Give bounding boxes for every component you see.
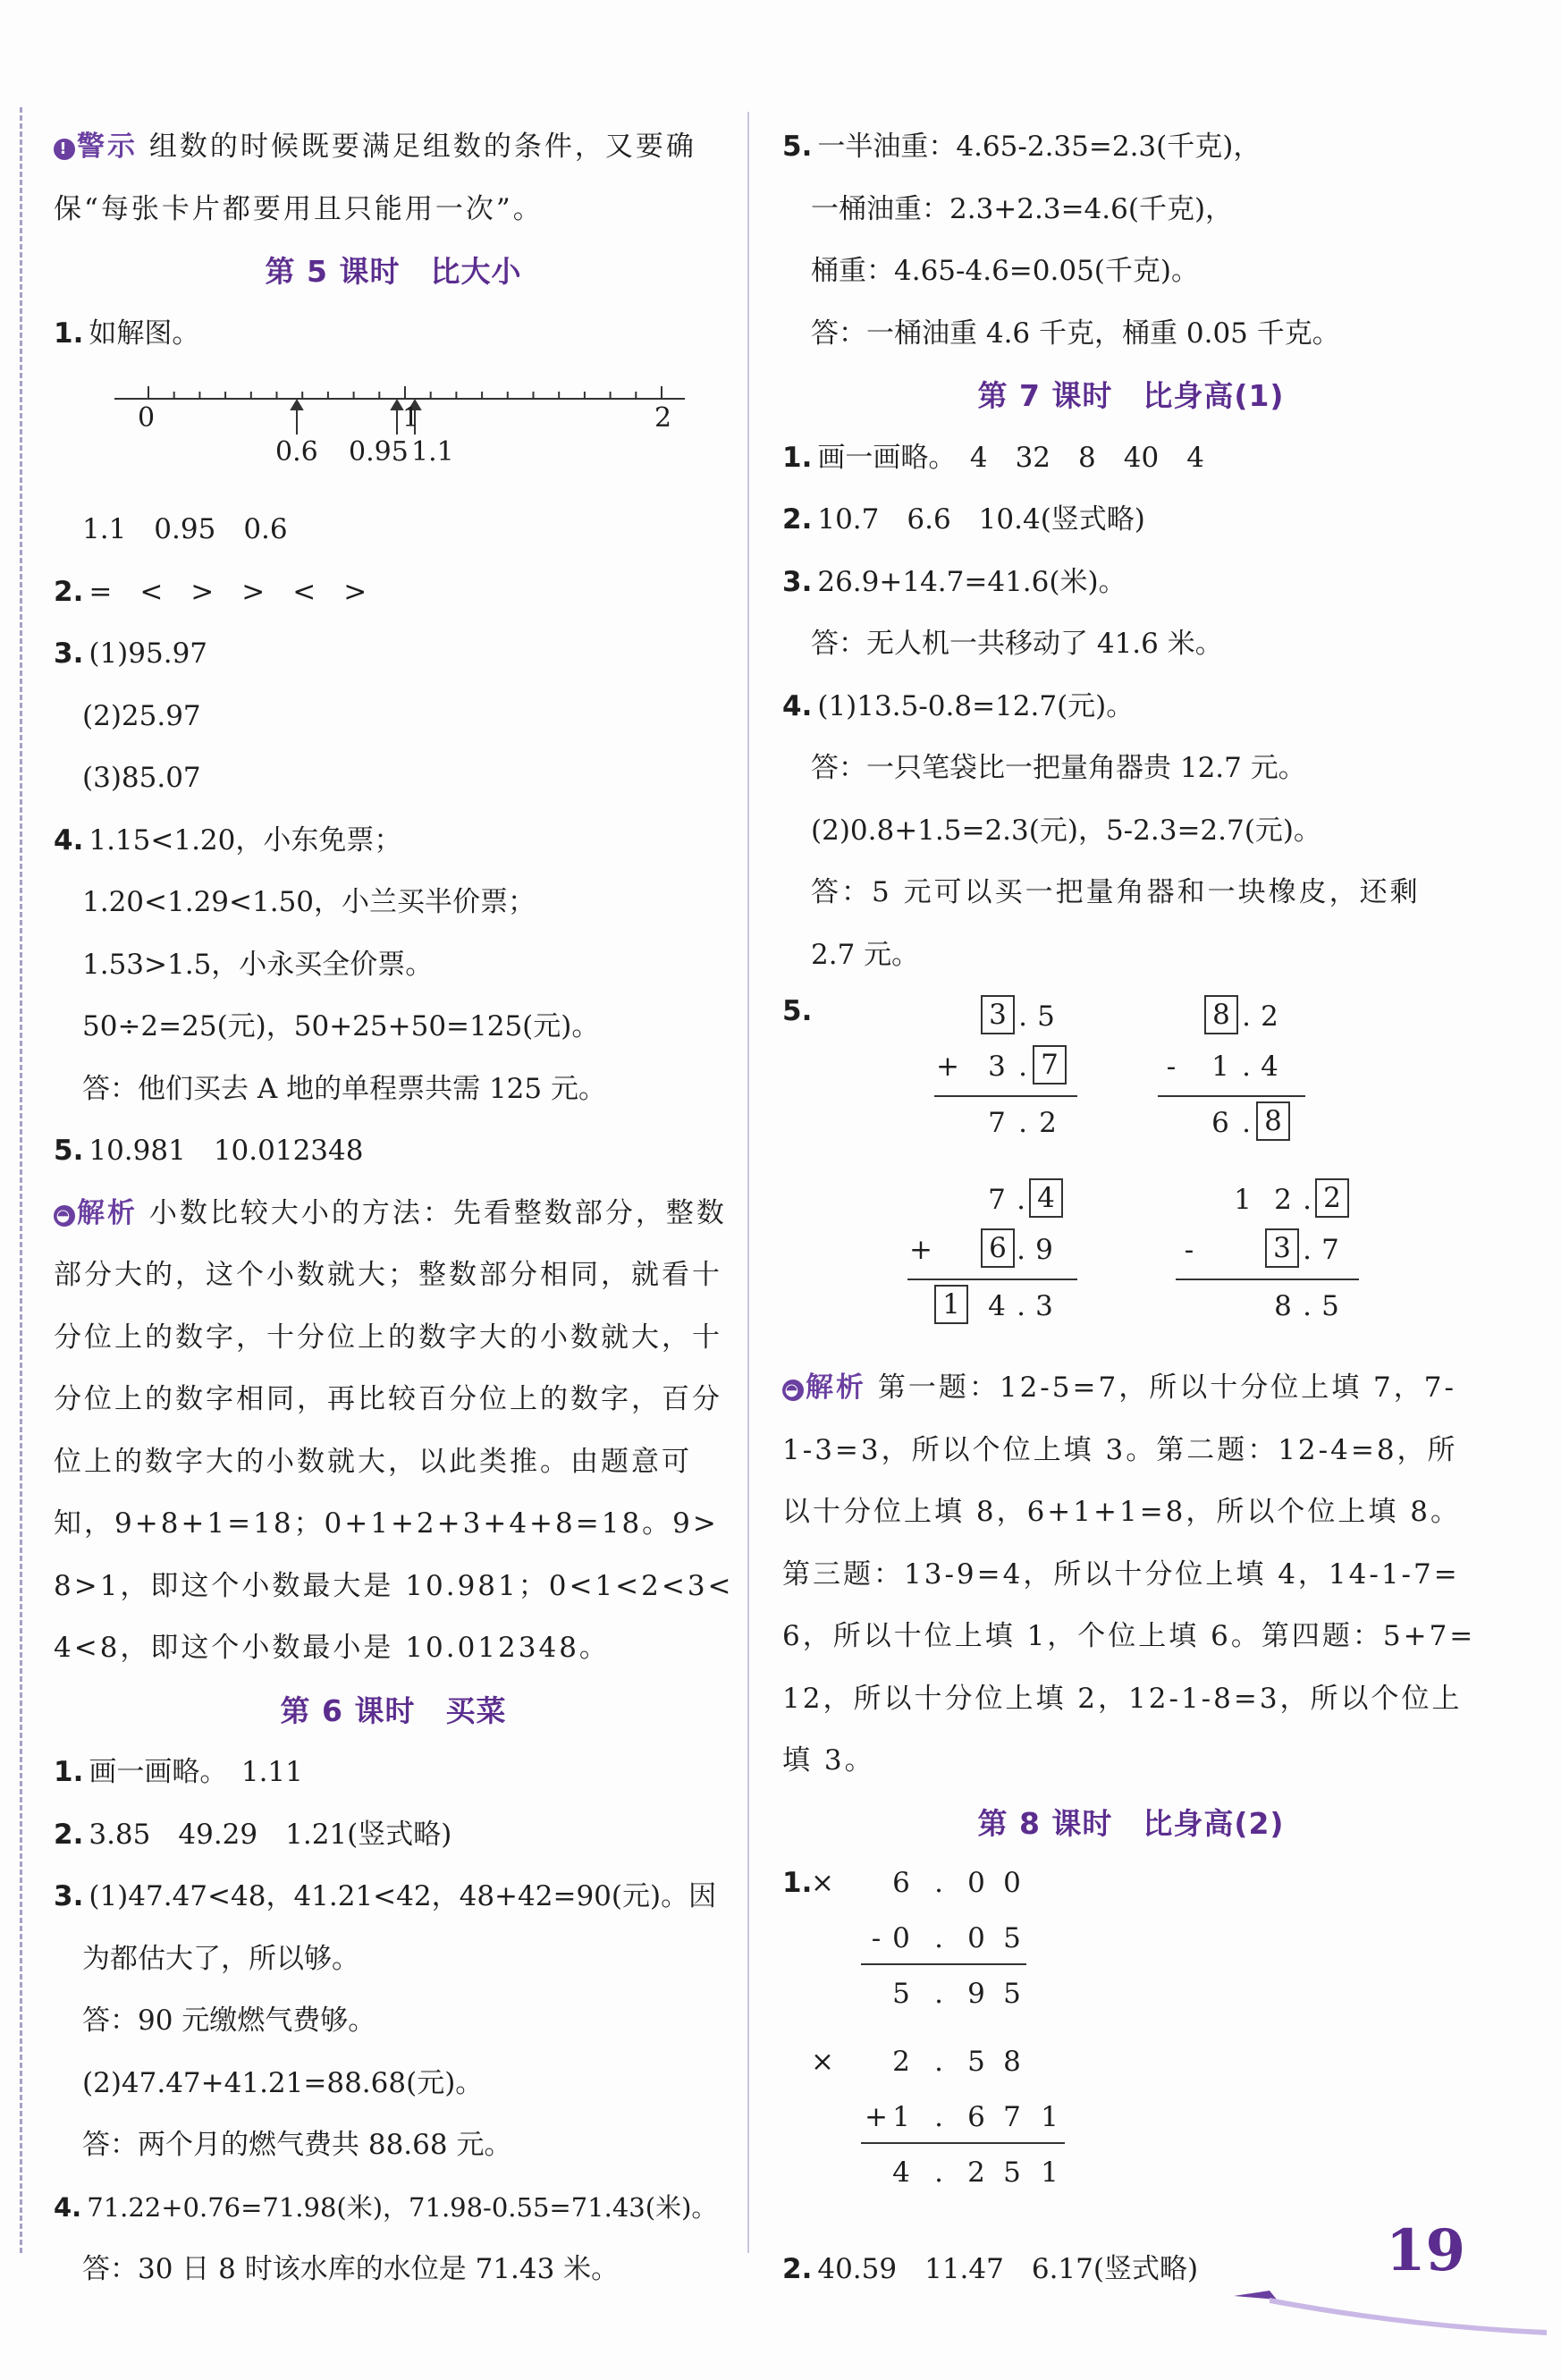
arith-c-box-2: 6 [981,1228,1015,1268]
s7-q4b: 答：一只笔袋比一把量角器贵 12.7 元。 [811,752,1306,784]
q3b: (2)25.97 [82,699,201,732]
r-explanation-line-4: 第三题：13-9=4，所以十分位上填 4，14-1-7= [782,1557,1460,1591]
s7-q4d: 答：5 元可以买一把量角器和一块橡皮，还剩 [811,876,1421,908]
wrong-mark: × [811,1867,834,1899]
q1: 1. 如解图。 [54,316,200,350]
r-explanation-tag: ◒ 解析 [782,1371,866,1404]
number-line-graphic [54,365,733,499]
arith-b-box-1: 8 [1204,995,1238,1034]
left-margin-dashes [20,107,22,2253]
r-explanation-line-2: 1-3=3，所以个位上填 3。第二题：12-4=8，所 [782,1433,1458,1466]
arith-b-box-2: 8 [1256,1101,1290,1141]
exclamation-icon: ! [54,139,75,160]
arith-d-box-1: 2 [1315,1178,1349,1218]
s6-q3a: 3. (1)47.47<48，41.21<42，48+42=90(元)。因 [54,1880,717,1912]
s7-q3b: 答：无人机一共移动了 41.6 米。 [811,628,1223,660]
number-line [54,365,733,499]
s7-q4e: 2.7 元。 [811,938,920,971]
column-divider [747,112,749,2253]
number-line-mark-0.6: 0.6 [275,436,318,468]
s6-q3e: 答：两个月的燃气费共 88.68 元。 [82,2129,512,2161]
arith-a-box-2: 7 [1033,1045,1067,1085]
right-column [782,116,1480,2301]
arith-c-box-3: 1 [934,1285,968,1324]
arith-a-box-1: 3 [981,995,1015,1034]
s8-q1-vertical-arithmetic: 1. × 6 . 0 0 - 0 . 0 5 5 . 9 5 × 2 . 5 8 + 1 . 6 7 1 4 . 2 5 1 [782,1854,1480,2239]
explanation-line-4: 分位上的数字相同，再比较百分位上的数字，百分 [54,1383,722,1415]
s6-q3b: 为都估大了，所以够。 [82,1942,359,1975]
s6-q3d: (2)47.47+41.21=88.68(元)。 [82,2066,484,2099]
number-line-mark-1.1: 1.1 [411,436,454,468]
r-explanation-line-7: 填 3。 [782,1744,875,1777]
q1-answer: 1.1 0.95 0.6 [82,513,288,545]
r-explanation-line-3: 以十分位上填 8，6+1+1=8，所以个位上填 8。 [782,1496,1461,1528]
s7-q4c: (2)0.8+1.5=2.3(元)，5-2.3=2.7(元)。 [811,814,1321,847]
explanation-icon: ◒ [54,1205,75,1227]
q5: 5. 10.981 10.012348 [54,1135,364,1167]
section-7-title: 第 7 课时 比身高(1) [977,378,1285,413]
number-line-label-0: 0 [138,402,156,434]
arith-d-box-2: 3 [1265,1228,1299,1268]
explanation-line-2: 部分大的，这个小数就大；整数部分相同，就看十 [54,1259,722,1291]
s7-q1: 1. 画一画略。 4 32 8 40 4 [782,441,1204,474]
explanation-line-1: ◒ 解析 小数比较大小的方法：先看整数部分，整数 [54,1183,733,1245]
s7-q3a: 3. 26.9+14.7=41.6(米)。 [782,565,1126,598]
explanation-line-8: 4<8，即这个小数最小是 10.012348。 [54,1632,610,1664]
r-explanation-line-6: 12，所以十分位上填 2，12-1-8=3，所以个位上 [782,1682,1463,1715]
r-q5b: 一桶油重：2.3+2.3=4.6(千克)， [811,192,1234,225]
warning-line-2: 保“每张卡片都要用且只能用一次”。 [54,192,544,225]
explanation-tag: ◒ 解析 [54,1197,138,1229]
q4d: 50÷2=25(元)，50+25+50=125(元)。 [82,1010,600,1042]
left-column [54,116,733,2301]
q3a: 3. (1)95.97 [54,637,208,670]
r-q5a: 5. 一半油重：4.65-2.35=2.3(千克)， [782,131,1261,163]
s6-q1: 1. 画一画略。 1.11 [54,1756,303,1788]
page-swoosh-decoration [1234,2289,1547,2342]
warning-line-1: ! 警示 组数的时候既要满足组数的条件，又要确 [54,116,733,179]
r-q5c: 桶重：4.65-4.6=0.05(千克)。 [811,255,1199,287]
explanation-line-3: 分位上的数字，十分位上的数字大的小数就大，十 [54,1321,722,1354]
s7-q2: 2. 10.7 6.6 10.4(竖式略) [782,503,1145,536]
s6-q4a: 4. 71.22+0.76=71.98(米)，71.98-0.55=71.43(米)。 [54,2191,718,2223]
page-number: 19 [1386,2217,1466,2284]
explanation-line-6: 知，9+8+1=18；0+1+2+3+4+8=18。9> [54,1507,719,1540]
section-8-title: 第 8 课时 比身高(2) [977,1805,1285,1841]
r-q5d: 答：一桶油重 4.6 千克，桶重 0.05 千克。 [811,316,1340,350]
number-line-label-2: 2 [654,402,672,434]
q4c: 1.53>1.5，小永买全价票。 [82,948,434,981]
q4e: 答：他们买去 A 地的单程票共需 125 元。 [82,1072,606,1105]
arith-c-box-1: 4 [1029,1178,1063,1218]
warning-tag: ! 警示 [54,131,138,163]
r-explanation-line-1: ◒ 解析 第一题：12-5=7，所以十分位上填 7，7- [782,1357,1480,1420]
s8-q2: 2. 40.59 11.47 6.17(竖式略) [782,2253,1199,2285]
s6-q2: 2. 3.85 49.29 1.21(竖式略) [54,1818,452,1851]
section-5-title: 第 5 课时 比大小 [265,254,522,289]
r-explanation-icon: ◒ [782,1380,804,1401]
q2: 2. = < > > < > [54,575,367,608]
q3c: (3)85.07 [82,762,201,794]
number-line-label-1: 1 [402,402,420,434]
q4a: 4. 1.15<1.20，小东免票； [54,823,402,857]
wrong-mark-2: × [811,2046,834,2078]
q4b: 1.20<1.29<1.50，小兰买半价票； [82,886,536,918]
s6-q3c: 答：90 元缴燃气费够。 [82,2004,376,2037]
r-explanation-line-5: 6，所以十位上填 1，个位上填 6。第四题：5+7= [782,1620,1476,1652]
s7-q4a: 4. (1)13.5-0.8=12.7(元)。 [782,689,1135,722]
s6-q4b: 答：30 日 8 时该水库的水位是 71.43 米。 [82,2253,620,2285]
section-6-title: 第 6 课时 买菜 [280,1692,507,1728]
number-line-mark-0.95: 0.95 [349,436,409,468]
explanation-line-7: 8>1，即这个小数最大是 10.981；0<1<2<3< [54,1569,734,1602]
explanation-line-5: 位上的数字大的小数就大，以此类推。由题意可 [54,1445,692,1478]
s7-q5-vertical-arithmetic: 5. 3 . 5 + 3 . 7 7 . 2 8 . 2 - 1 . 4 6 . 8 7 . 4 + 6 . 9 1 4 . 3 1 2 . 2 - 3 . 7 8 . 5 [782,986,1480,1357]
